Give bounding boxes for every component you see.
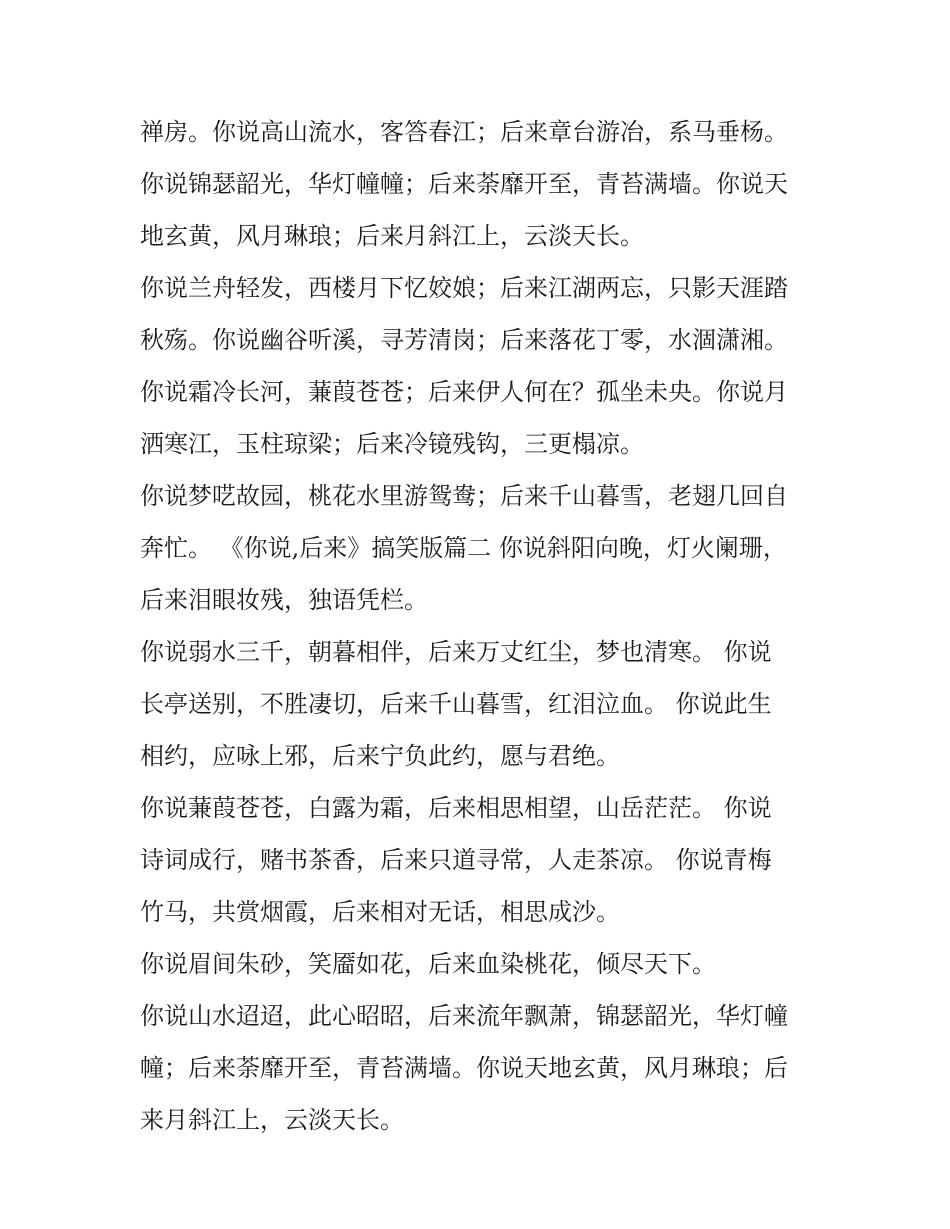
text-line: 后来泪眼妆残，独语凭栏。	[140, 586, 428, 614]
text-line: 你说霜冷长河，蒹葭苍苍；后来伊人何在？孤坐未央。你说月	[140, 378, 788, 406]
text-line: 禅房。你说高山流水，客答春江；后来章台游冶，系马垂杨。	[140, 118, 788, 146]
text-line: 竹马，共赏烟霞，后来相对无话，相思成沙。	[140, 898, 620, 926]
text-line: 你说弱水三千，朝暮相伴，后来万丈红尘，梦也清寒。 你说	[140, 638, 772, 666]
body-text	[140, 106, 820, 1146]
text-line: 长亭送别，不胜凄切，后来千山暮雪，红泪泣血。 你说此生	[140, 690, 772, 718]
text-line: 奔忙。 《你说,后来》搞笑版篇二 你说斜阳向晚，灯火阑珊，	[140, 534, 787, 562]
text-line: 地玄黄，风月琳琅；后来月斜江上，云淡天长。	[140, 222, 644, 250]
text-line: 洒寒江，玉柱琼梁；后来冷镜残钩，三更榻凉。	[140, 430, 644, 458]
text-line: 你说梦呓故园，桃花水里游鸳鸯；后来千山暮雪，老翅几回自	[140, 482, 788, 510]
text-line: 幢；后来荼靡开至，青苔满墙。你说天地玄黄，风月琳琅；后	[140, 1054, 788, 1082]
text-line: 你说眉间朱砂，笑靥如花，后来血染桃花，倾尽天下。	[140, 950, 716, 978]
text-line: 诗词成行，赌书茶香，后来只道寻常，人走茶凉。 你说青梅	[140, 846, 772, 874]
text-line: 你说锦瑟韶光，华灯幢幢；后来荼靡开至，青苔满墙。你说天	[140, 170, 788, 198]
text-line: 你说蒹葭苍苍，白露为霜，后来相思相望，山岳茫茫。 你说	[140, 794, 772, 822]
text-line: 你说山水迢迢，此心昭昭，后来流年飘萧，锦瑟韶光，华灯幢	[140, 1002, 788, 1030]
text-line: 秋殇。你说幽谷听溪，寻芳清岗；后来落花丁零，水涸潇湘。	[140, 326, 788, 354]
text-line: 来月斜江上，云淡天长。	[140, 1106, 404, 1134]
text-line: 相约，应咏上邪，后来宁负此约，愿与君绝。	[140, 742, 620, 770]
text-line: 你说兰舟轻发，西楼月下忆姣娘；后来江湖两忘，只影天涯踏	[140, 274, 788, 302]
